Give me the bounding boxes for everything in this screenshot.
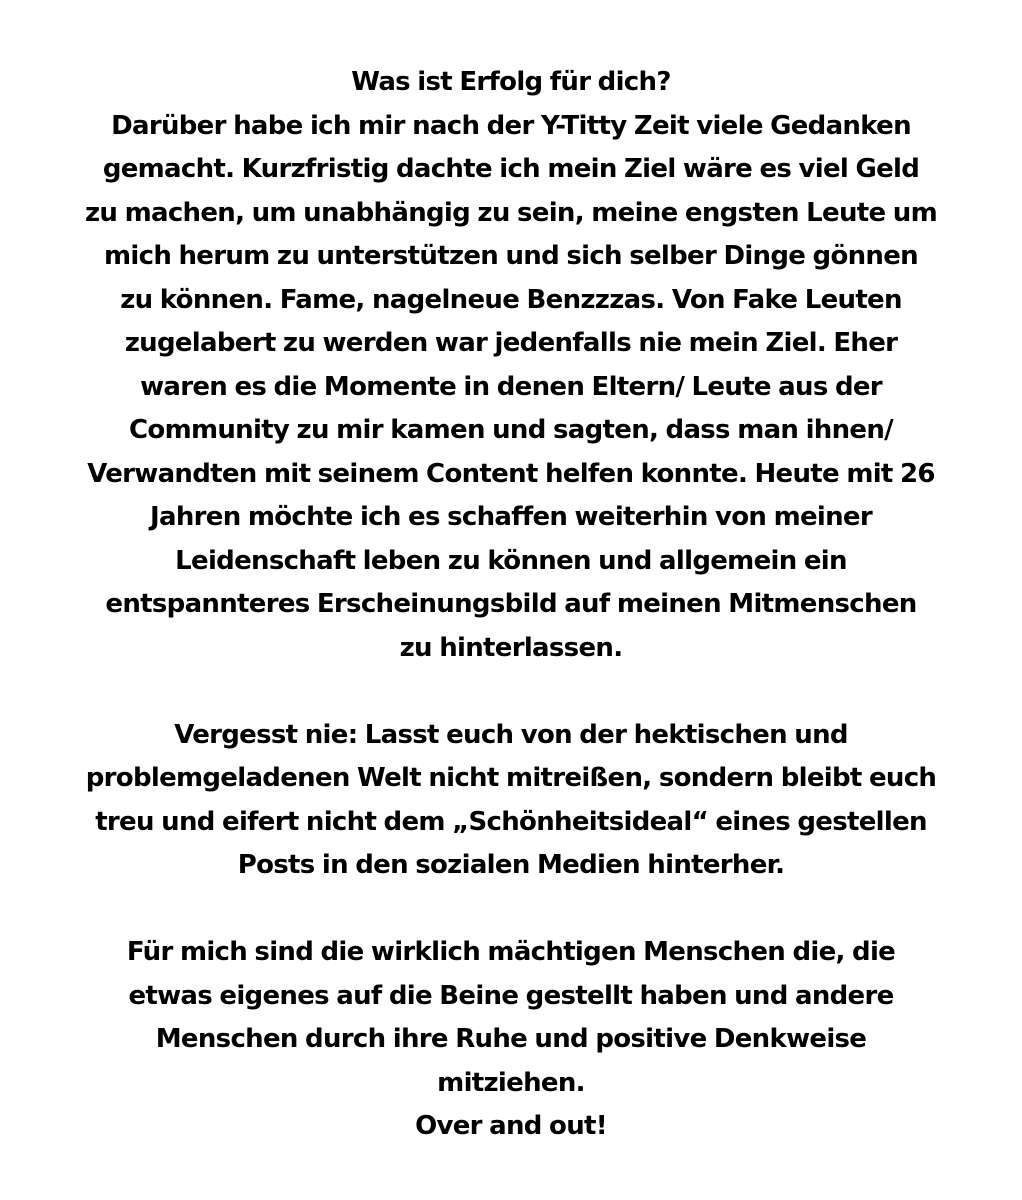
paragraph-line: mitziehen. (437, 1067, 585, 1098)
paragraph-line: zu können. Fame, nagelneue Benzzzas. Von Fake Leuten (120, 284, 902, 315)
paragraph-line: waren es die Momente in denen Eltern/ Leute aus der (140, 371, 882, 402)
post-text (20, 61, 1002, 1149)
paragraph-line: Verwandten mit seinem Content helfen konnte. Heute mit 26 (87, 458, 935, 489)
paragraph-line: zu machen, um unabhängig zu sein, meine engsten Leute um (85, 197, 937, 228)
paragraph-gap (20, 670, 1002, 714)
paragraph-line: Menschen durch ihre Ruhe und positive Denkweise (155, 1024, 867, 1054)
paragraph-line: Community zu mir kamen und sagten, dass man ihnen/ (129, 415, 893, 445)
paragraph-1 (20, 105, 1002, 671)
closing-line: Over and out! (415, 1111, 607, 1141)
paragraph-line: problemgeladenen Welt nicht mitreißen, sondern bleibt euch (85, 763, 937, 793)
paragraph-line: Jahren möchte ich es schaffen weiterhin von meiner (150, 502, 872, 532)
paragraph-line: entspannteres Erscheinungsbild auf meinen Mitmenschen (105, 589, 917, 619)
paragraph-line: gemacht. Kurzfristig dachte ich mein Ziel wäre es viel Geld (102, 154, 920, 184)
paragraph-line: etwas eigenes auf die Beine gestellt haben und andere (128, 980, 894, 1011)
paragraph-gap (20, 888, 1002, 932)
paragraph-line: zugelabert zu werden war jedenfalls nie mein Ziel. Eher (124, 328, 898, 358)
paragraph-line: zu hinterlassen. (399, 632, 623, 663)
paragraph-line: Posts in den sozialen Medien hinterher. (237, 850, 785, 880)
paragraph-line: mich herum zu unterstützen und sich selber Dinge gönnen (104, 241, 918, 271)
paragraph-line: Vergesst nie: Lasst euch von der hektischen und (174, 719, 848, 750)
paragraph-line: treu und eifert nicht dem „Schönheitsideal“ eines gestellen (95, 806, 927, 837)
post-title: Was ist Erfolg für dich? (351, 67, 671, 97)
paragraph-line: Für mich sind die wirklich mächtigen Menschen die, die (126, 937, 896, 967)
paragraph-line: Leidenschaft leben zu können und allgemein ein (175, 545, 847, 576)
paragraph-2 (20, 714, 1002, 888)
paragraph-3 (20, 931, 1002, 1105)
paragraph-line: Darüber habe ich mir nach der Y-Titty Zeit viele Gedanken (111, 110, 911, 141)
